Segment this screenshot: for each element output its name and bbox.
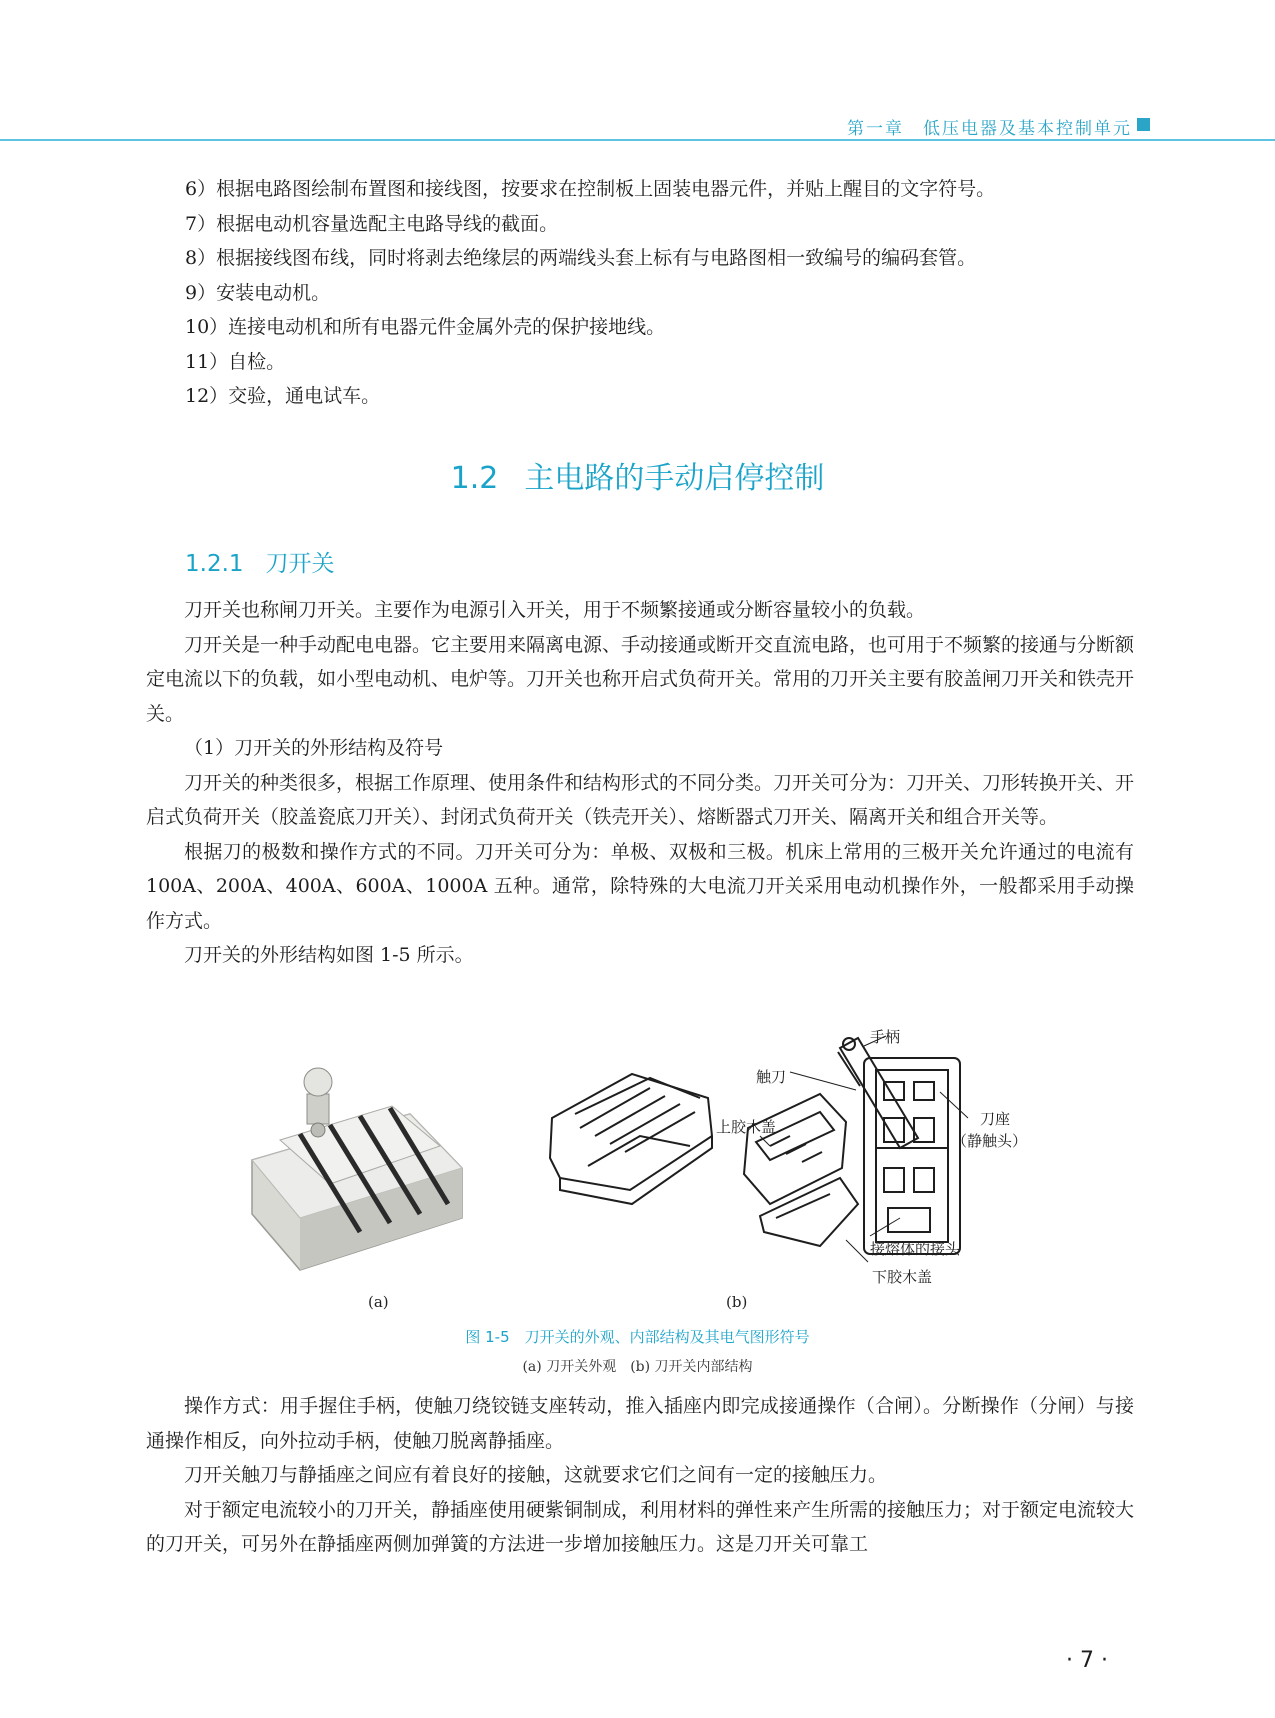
page-number: · 7 · bbox=[1066, 1648, 1108, 1673]
callout-fuse-joint: 接熔体的接头 bbox=[870, 1240, 961, 1258]
list-item: 9）安装电动机。 bbox=[185, 281, 331, 304]
subsection-heading bbox=[185, 545, 335, 578]
cover-drawing bbox=[550, 1074, 712, 1204]
paragraph: （1）刀开关的外形结构及符号 bbox=[184, 737, 444, 759]
callout-seat: 刀座 bbox=[980, 1110, 1011, 1128]
header-square-marker bbox=[1137, 118, 1150, 131]
paragraph: 根据刀的极数和操作方式的不同。刀开关可分为：单极、双极和三极。机床上常用的三极开关允许通过的电流有 100A、200A、400A、600A、1000A 五种。通常，除特殊的大电流刀开关采用电动机操作外，一般都采用手动操作方式。 bbox=[146, 840, 1134, 932]
list-item: 7）根据电动机容量选配主电路导线的截面。 bbox=[185, 212, 559, 235]
section-heading bbox=[0, 453, 1275, 497]
paragraph: 对于额定电流较小的刀开关，静插座使用硬紫铜制成，利用材料的弹性来产生所需的接触压力；对于额定电流较大的刀开关，可另外在静插座两侧加弹簧的方法进一步增加接触压力。这是刀开关可靠工 bbox=[146, 1498, 1135, 1555]
callout-blade: 触刀 bbox=[756, 1068, 787, 1086]
figure-label-a: (a) bbox=[368, 1293, 389, 1311]
list-item: 6）根据电路图绘制布置图和接线图，按要求在控制板上固装电器元件，并贴上醒目的文字符号。 bbox=[185, 178, 996, 200]
callout-lower-cover: 下胶木盖 bbox=[872, 1268, 933, 1286]
figure-label-b: (b) bbox=[726, 1293, 748, 1311]
body-text-bottom bbox=[146, 1389, 1134, 1562]
paragraph: 刀开关也称闸刀开关。主要作为电源引入开关，用于不频繁接通或分断容量较小的负载。 bbox=[184, 599, 926, 621]
knife-switch-photo bbox=[252, 1068, 462, 1270]
list-item: 12）交验，通电试车。 bbox=[185, 385, 381, 407]
list-item: 11）自检。 bbox=[185, 350, 286, 373]
header-rule bbox=[0, 139, 1275, 141]
paragraph: 刀开关是一种手动配电电器。它主要用来隔离电源、手动接通或断开交直流电路，也可用于不频繁的接通与分断额定电流以下的负载，如小型电动机、电炉等。刀开关也称开启式负荷开关。常用的刀开关主要有胶盖闸刀开关和铁壳开关。 bbox=[146, 633, 1135, 725]
section-number: 1.2 bbox=[450, 461, 499, 496]
paragraph: 刀开关的种类很多，根据工作原理、使用条件和结构形式的不同分类。刀开关可分为：刀开关、刀形转换开关、开启式负荷开关（胶盖瓷底刀开关）、封闭式负荷开关（铁壳开关）、熔断器式刀开关、隔离开关和组合开关等。 bbox=[146, 771, 1135, 828]
list-item: 10）连接电动机和所有电器元件金属外壳的保护接地线。 bbox=[185, 316, 666, 338]
steps-list bbox=[185, 172, 1145, 414]
paragraph: 刀开关的外形结构如图 1-5 所示。 bbox=[184, 944, 474, 966]
figure-subcaption: (a) 刀开关外观 (b) 刀开关内部结构 bbox=[522, 1359, 753, 1375]
paragraph: 刀开关触刀与静插座之间应有着良好的接触，这就要求它们之间有一定的接触压力。 bbox=[184, 1464, 888, 1486]
list-item: 8）根据接线图布线，同时将剥去绝缘层的两端线头套上标有与电路图相一致编号的编码套管。 bbox=[185, 247, 977, 269]
callout-upper-cover: 上胶木盖 bbox=[716, 1118, 777, 1136]
section-title: 主电路的手动启停控制 bbox=[524, 461, 825, 496]
paragraph: 操作方式：用手握住手柄，使触刀绕铰链支座转动，推入插座内即完成接通操作（合闸）。分断操作（分闸）与接通操作相反，向外拉动手柄，使触刀脱离静插座。 bbox=[146, 1395, 1134, 1452]
body-text-top bbox=[146, 593, 1134, 973]
callout-static-contact: （静触头） bbox=[952, 1132, 1028, 1150]
figure-1-5 bbox=[0, 1018, 1275, 1318]
callout-handle: 手柄 bbox=[870, 1028, 901, 1046]
running-header: 第一章 低压电器及基本控制单元 bbox=[847, 119, 1132, 139]
figure-caption: 图 1-5 刀开关的外观、内部结构及其电气图形符号 bbox=[465, 1328, 810, 1346]
subsection-title: 刀开关 bbox=[265, 551, 335, 577]
subsection-number: 1.2.1 bbox=[185, 551, 244, 577]
